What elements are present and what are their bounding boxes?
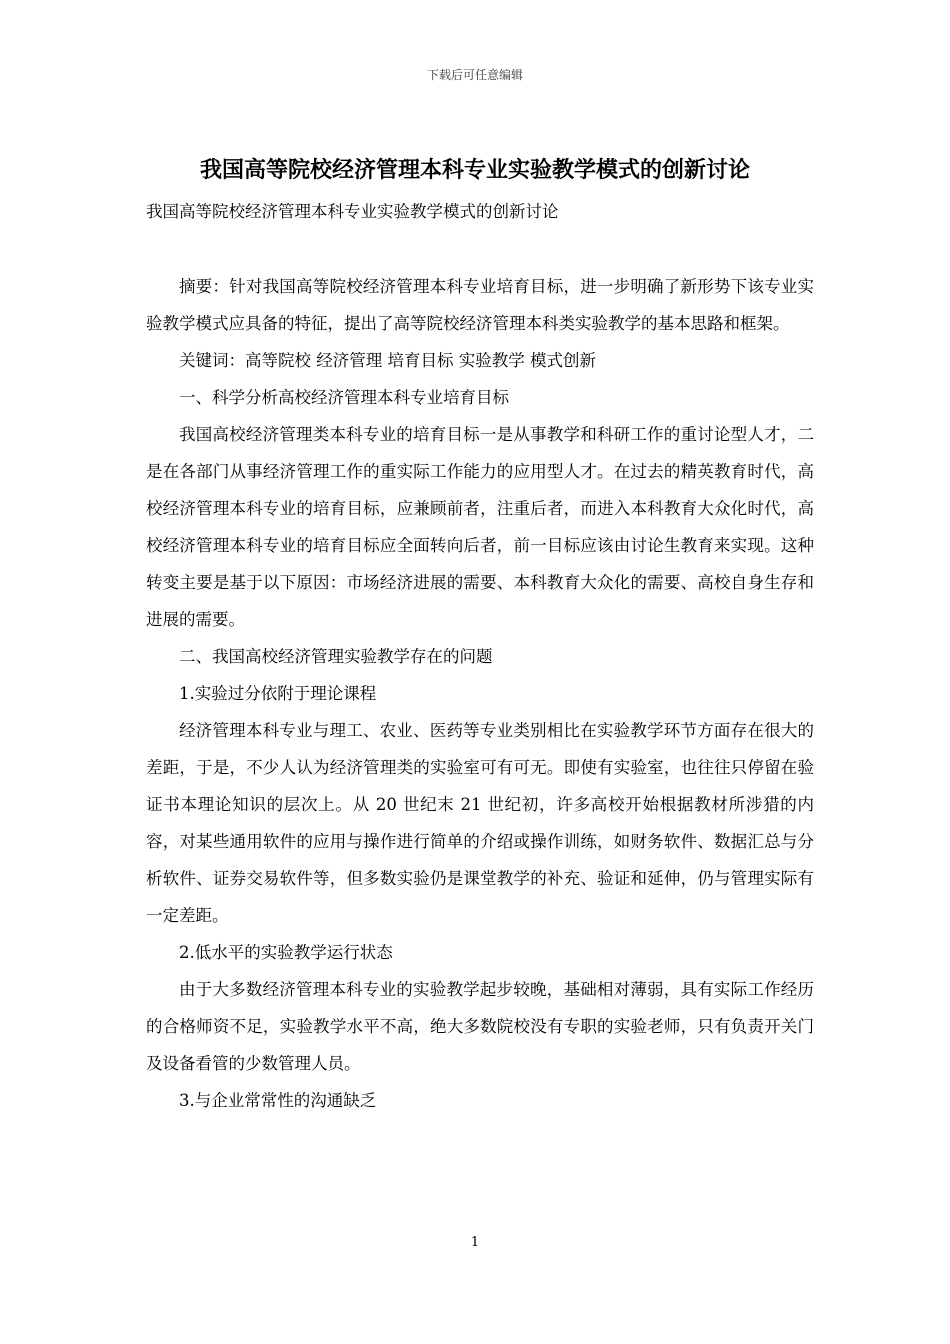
subsection-heading-3: 3.与企业常常性的沟通缺乏 bbox=[179, 1091, 377, 1110]
subsection-heading-1: 1.实验过分依附于理论课程 bbox=[179, 684, 377, 703]
page-number: 1 bbox=[470, 1235, 480, 1250]
section-heading-2: 二、我国高校经济管理实验教学存在的问题 bbox=[179, 647, 493, 666]
document-title: 我国高等院校经济管理本科专业实验教学模式的创新讨论 bbox=[199, 157, 750, 183]
body-paragraph: 我国高校经济管理类本科专业的培育目标一是从事教学和科研工作的重讨论型人才，二是在各部门从事经济管理工作的重实际工作能力的应用型人才。在过去的精英教育时代，高校经济管理本科专业的培育目标，应兼顾前者，注重后者，而进入本科教育大众化时代，高校经济管理本科专业的培育目标应全面转向后者，前一目标应该由讨论生教育来实现。这种转变主要是基于以下原因：市场经济进展的需要、本科教育大众化的需要、高校自身生存和进展的需要。 bbox=[146, 425, 814, 629]
keywords-line: 关键词：高等院校 经济管理 培育目标 实验教学 模式创新 bbox=[179, 351, 596, 370]
body-paragraph: 经济管理本科专业与理工、农业、医药等专业类别相比在实验教学环节方面存在很大的差距，于是，不少人认为经济管理类的实验室可有可无。即使有实验室，也往往只停留在验证书本理论知识的层次上。从 20 世纪末 21 世纪初，许多高校开始根据教材所涉猎的内容，对某些通用软件的应用与操作进行简单的介绍或操作训练，如财务软件、数据汇总与分析软件、证券交易软件等，但多数实验仍是课堂教学的补充、验证和延伸，仍与管理实际有一定差距。 bbox=[146, 721, 814, 925]
section-heading-1: 一、科学分析高校经济管理本科专业培育目标 bbox=[179, 388, 509, 407]
header-note: 下载后可任意编辑 bbox=[426, 68, 523, 82]
body-paragraph: 由于大多数经济管理本科专业的实验教学起步较晚，基础相对薄弱，具有实际工作经历的合格师资不足，实验教学水平不高，绝大多数院校没有专职的实验老师，只有负责开关门及设备看管的少数管理人员。 bbox=[146, 980, 814, 1073]
document-body bbox=[146, 268, 814, 1119]
document-subtitle: 我国高等院校经济管理本科专业实验教学模式的创新讨论 bbox=[146, 202, 559, 221]
subsection-heading-2: 2.低水平的实验教学运行状态 bbox=[179, 943, 393, 962]
abstract-paragraph: 摘要：针对我国高等院校经济管理本科专业培育目标，进一步明确了新形势下该专业实验教学模式应具备的特征，提出了高等院校经济管理本科类实验教学的基本思路和框架。 bbox=[146, 277, 814, 333]
